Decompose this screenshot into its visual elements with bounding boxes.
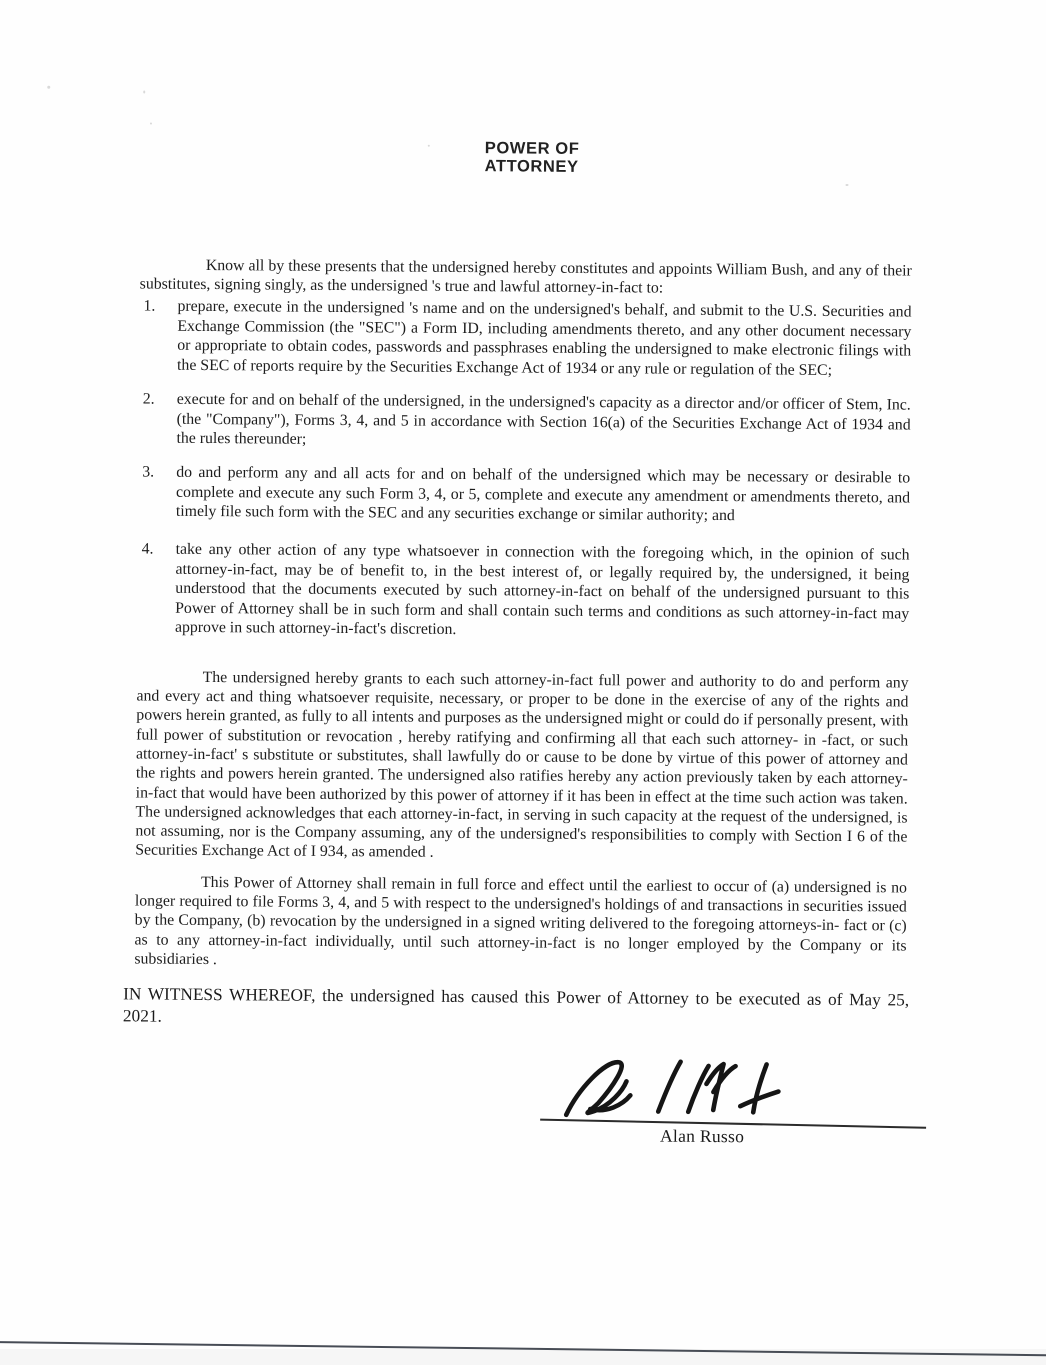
list-item-1-number: 1. xyxy=(143,297,156,315)
scan-speck xyxy=(150,123,152,125)
duration-paragraph: This Power of Attorney shall remain in full force and effect until the earliest to occur of (a) undersigned is no longer required to file Forms 3, 4, and 5 with respect to the undersigned's holdings of and transactions in securities issued by the Company, (b) revocation by the undersigned in a signed writing delivered to the foregoing attorneys-in- fact or (c) as to any attorney-in-fact individually, until such attorney-in-fact is no longer employed by the Company or its subsidiaries . xyxy=(134,873,908,969)
handwritten-signature-icon xyxy=(560,1053,811,1127)
scan-speck xyxy=(428,145,430,147)
scan-speck xyxy=(143,90,145,93)
list-item-1 xyxy=(143,297,912,381)
witness-clause: IN WITNESS WHEREOF, the undersigned has caused this Power of Attorney to be executed as of May 25, 2021. xyxy=(122,984,910,1026)
list-item-3-number: 3. xyxy=(142,463,155,481)
list-item-2 xyxy=(142,390,910,455)
grant-paragraph: The undersigned hereby grants to each such attorney-in-fact full power and authority to do and perform any and every act and thing whatsoever requisite, necessary, or proper to be done in the exercise of any of the rights and powers herein granted, as fully to all intents and purposes as the undersigned might or could do if personally present, with full power of substitution or revocation , hereby ratifying and confirming all that each such attorney- in -fact, or such attorney-in-fact' s substitute or substitutes, shall lawfully do or cause to be done by virtue of this power of attorney and the rights and powers herein granted. The undersigned also ratifies hereby any action previously taken by each attorney-in-fact that would have been authorized by this power of attorney if it has been in effect at the time such action was taken. The undersigned acknowledges that each attorney-in-fact, in serving in such capacity at the request of the undersigned, is not assuming, nor is the Company assuming, any of the undersigned's responsibilities to comply with Section I 6 of the Securities Exchange Act of I 934, as amended . xyxy=(135,668,909,862)
signatory-name: Alan Russo xyxy=(659,1125,745,1147)
scan-speck xyxy=(846,184,849,186)
scan-speck xyxy=(47,86,50,89)
list-item-3-text: do and perform any and all acts for and on behalf of the undersigned which may be necessary or desirable to complete and execute any such Form 3, 4, or 5, complete and execute any amendment or amendments thereto, and timely file such form with the SEC and any securities exchange or similar authority; and xyxy=(175,463,911,525)
intro-paragraph: Know all by these presents that the undersigned hereby constitutes and appoints William Bush, and any of their substitutes, signing singly, as the undersigned 's true and lawful attorney-in-fact to: xyxy=(139,256,912,297)
list-item-4 xyxy=(141,539,910,643)
list-item-1-text: prepare, execute in the undersigned 's name and on the undersigned's behalf, and submit to the U.S. Securities and Exchange Commission (the "SEC") a Form ID, including amendments thereto, and any other document necessary or appropriate to obtain codes, passwords and passphrases enabling the undersigned to make electronic filings with the SEC of reports require by the Securities Exchange Act of 1934 or any rule or regulation of the SEC; xyxy=(177,297,912,379)
list-item-4-number: 4. xyxy=(141,540,154,558)
document-title-line1: POWER OF xyxy=(484,139,580,158)
list-item-4-text: take any other action of any type whatsoever in connection with the foregoing which, in the opinion of such attorney-in-fact, may be of benefit to, in the best interest of, or legally required by, the undersigned, it being understood that the documents executed by such attorney-in-fact on behalf of the undersigned pursuant to this Power of Attorney shall be in such form and shall contain such terms and conditions as such attorney-in-fact may approve in such attorney-in-fact's discretion. xyxy=(174,540,910,639)
list-item-2-text: execute for and on behalf of the undersigned, in the undersigned's capacity as a director and/or officer of Stem, Inc. (the "Company"), Forms 3, 4, and 5 in accordance with Section 16(a) of the Securities Exchange Act of 1934 and the rules thereunder; xyxy=(176,390,911,448)
list-item-3 xyxy=(142,462,910,527)
signature-block xyxy=(532,1049,913,1162)
document-title-line2: ATTORNEY xyxy=(484,157,579,176)
list-item-2-number: 2. xyxy=(142,390,155,408)
document-title xyxy=(485,139,580,176)
